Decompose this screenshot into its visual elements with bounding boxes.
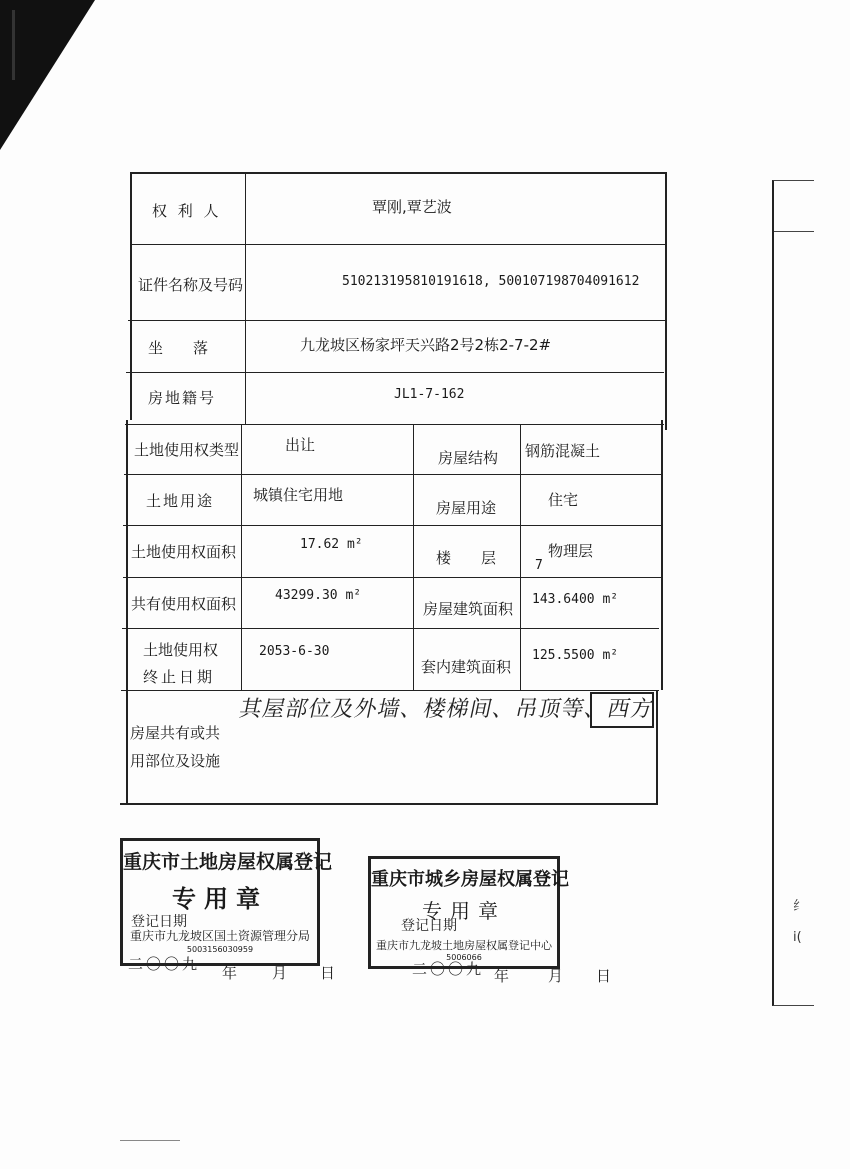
right-seal-number: 5006066 [446, 953, 482, 962]
floor-label: 楼 层 [436, 549, 497, 567]
left-seal-office: 重庆市九龙坡区国土资源管理分局 [129, 929, 310, 943]
adjacent-page-char: i( [793, 930, 802, 945]
small-stamp-mark [590, 692, 654, 728]
left-date-day-char: 日 [320, 964, 336, 982]
end-date-label-line1: 土地使用权 [143, 641, 219, 659]
shared-parts-label-line1: 房屋共有或共 [130, 724, 221, 742]
shared-parts-handwritten-value: 其屋部位及外墙、楼梯间、吊顶等、西方 [236, 697, 657, 722]
left-registration-seal [120, 838, 333, 966]
land-use-value: 城镇住宅用地 [253, 486, 344, 504]
right-seal-special: 专用章 [422, 899, 506, 923]
left-seal-date-label: 登记日期 [131, 914, 187, 930]
inner-area-value: 125.5500 m² [532, 648, 619, 663]
land-right-type-value: 出让 [285, 436, 316, 454]
left-date-month-char: 月 [272, 964, 288, 982]
location-value: 九龙坡区杨家坪天兴路2号2栋2-7-2# [300, 336, 552, 354]
house-use-label: 房屋用途 [436, 499, 497, 517]
owner-label: 权 利 人 [152, 202, 222, 220]
left-date-year-char: 年 [222, 964, 238, 982]
structure-label: 房屋结构 [438, 449, 499, 467]
adjacent-page-frame [772, 180, 814, 1006]
right-date-year: 二〇〇九 [412, 960, 485, 978]
scan-edge-mark [12, 10, 15, 80]
register-no-label: 房地籍号 [148, 389, 217, 407]
floor-value-number: 7 [535, 558, 543, 573]
right-date-day-char: 日 [596, 967, 612, 985]
right-registration-seal [368, 856, 569, 969]
shared-area-label: 共有使用权面积 [131, 595, 237, 613]
right-seal-date-label: 登记日期 [401, 918, 457, 934]
land-use-label: 土地用途 [146, 492, 215, 510]
adjacent-page-char: 纟 [793, 899, 807, 914]
right-date-month-char: 月 [548, 967, 564, 985]
land-area-label: 土地使用权面积 [131, 543, 237, 561]
left-seal-special: 专用章 [172, 885, 268, 913]
land-area-value: 17.62 m² [300, 537, 363, 552]
building-area-value: 143.6400 m² [532, 592, 619, 607]
left-seal-title: 重庆市土地房屋权属登记 [123, 851, 333, 873]
right-seal-office: 重庆市九龙坡土地房屋权属登记中心 [376, 939, 552, 952]
inner-area-label: 套内建筑面积 [421, 658, 512, 676]
end-date-value: 2053-6-30 [259, 644, 330, 659]
scan-artifact [120, 1140, 180, 1141]
structure-value: 钢筋混凝土 [525, 442, 601, 460]
register-no-value: JL1-7-162 [394, 387, 465, 402]
end-date-label-line2: 终止日期 [143, 668, 216, 686]
owner-value: 覃刚,覃艺波 [372, 198, 452, 216]
id-value: 510213195810191618, 500107198704091612 [342, 274, 640, 289]
id-label: 证件名称及号码 [138, 276, 244, 294]
house-use-value: 住宅 [548, 491, 579, 509]
shared-parts-label-line2: 用部位及设施 [130, 752, 221, 770]
land-right-type-label: 土地使用权类型 [134, 441, 240, 459]
shared-area-value: 43299.30 m² [275, 588, 362, 603]
building-area-label: 房屋建筑面积 [423, 600, 514, 618]
floor-value-type: 物理层 [548, 542, 594, 560]
right-date-year-char: 年 [494, 967, 510, 985]
right-seal-title: 重庆市城乡房屋权属登记 [371, 869, 569, 890]
left-seal-number: 5003156030959 [186, 945, 254, 954]
left-date-year: 二〇〇九 [128, 955, 201, 973]
location-label: 坐 落 [148, 339, 209, 357]
